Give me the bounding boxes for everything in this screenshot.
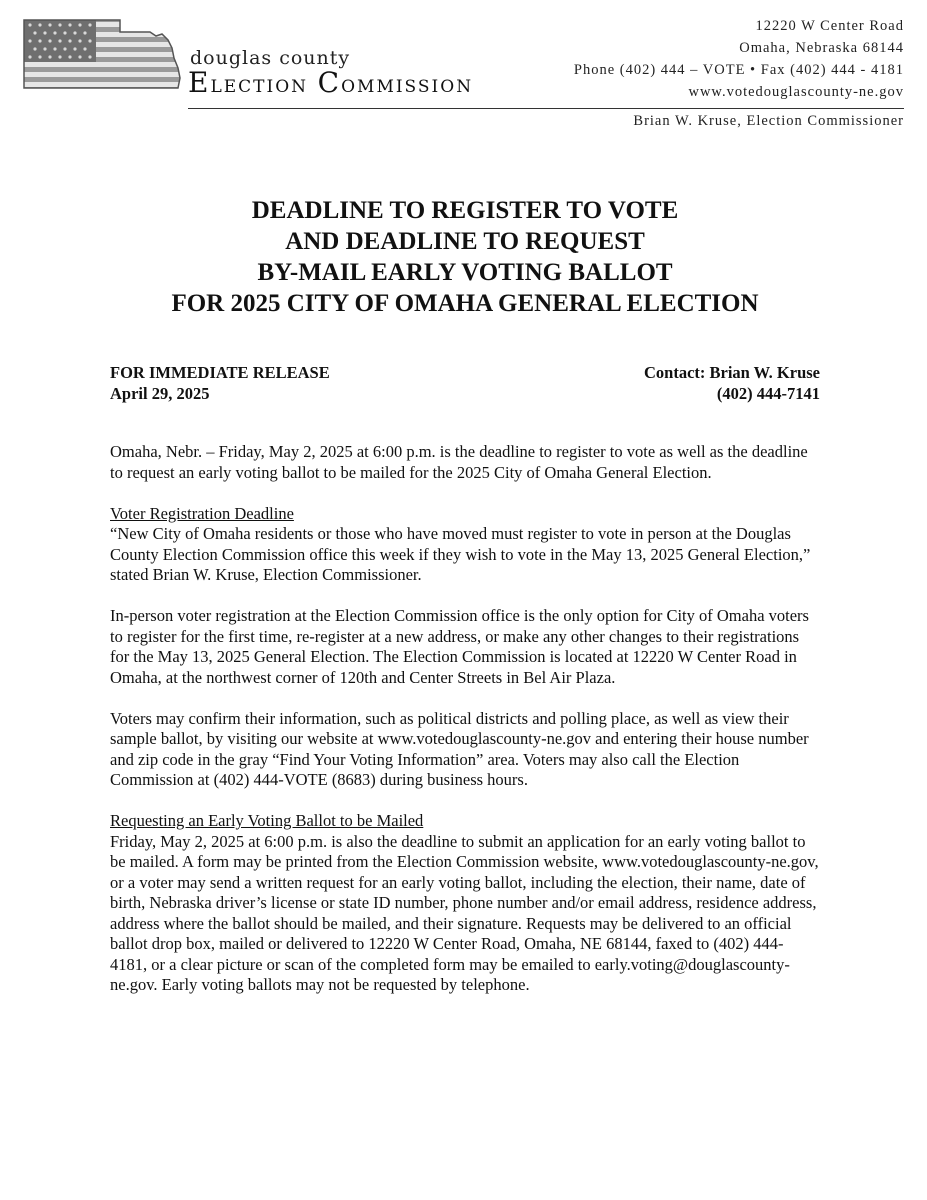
org-name-large (188, 66, 473, 99)
release-left (110, 362, 330, 404)
address-line-2: Omaha, Nebraska 68144 (739, 40, 904, 56)
confirm-paragraph: Voters may confirm their information, such as political districts and polling place, as well as view their sample ballot, by visiting our website at www.votedouglascounty-ne.gov and entering their house number and zip code in the gray “Find Your Voting Information” area. Voters may also call the Election Commission at (402) 444-VOTE (8683) during business hours. (110, 708, 809, 789)
in-person-paragraph: In-person voter registration at the Election Commission office is the only option for City of Omaha voters to register for the first time, re-register at a new address, or make any other changes to their registrations for the May 13, 2025 General Election. The Election Commission is located at 12220 W Center Road in Omaha, at the northwest corner of 120th and Center Streets in Bel Air Plaza. (110, 606, 809, 687)
org-initial-c: C (317, 66, 342, 99)
release-body (110, 442, 820, 1016)
letterhead-contact (574, 15, 904, 103)
commissioner-line: Brian W. Kruse, Election Commissioner (633, 113, 904, 129)
letterhead (0, 0, 927, 135)
mail-ballot-heading: Requesting an Early Voting Ballot to be Mailed (110, 811, 424, 830)
contact-name: Contact: Brian W. Kruse (643, 363, 820, 382)
mail-ballot-paragraph: Friday, May 2, 2025 at 6:00 p.m. is also the deadline to submit an application for an early voting ballot to be mailed. A form may be printed from the Election Commission website, www.votedouglascounty-ne.gov, or a voter may send a written request for an early voting ballot, including the election, their name, date of birth, Nebraska driver’s license or state ID number, phone number and/or email address, residence address, address where the ballot should be mailed, and their signature. Requests may be delivered to an official ballot drop box, mailed or delivered to 12220 W Center Road, Omaha, NE 68144, faxed to (402) 444-4181, or a clear picture or scan of the completed form may be emailed to early.voting@douglascounty-ne.gov. Early voting ballots may not be requested by telephone. (110, 831, 819, 994)
contact-phone: (402) 444-7141 (716, 384, 820, 403)
org-word-ommission: ommission (341, 70, 474, 98)
release-label: FOR IMMEDIATE RELEASE (110, 363, 330, 382)
title-line-2: AND DEADLINE TO REQUEST (285, 228, 645, 255)
intro-paragraph: Omaha, Nebr. – Friday, May 2, 2025 at 6:00 p.m. is the deadline to register to vote as well as the deadline to request an early voting ballot to be mailed for the 2025 City of Omaha General Election. (110, 442, 808, 482)
letterhead-divider (188, 108, 904, 109)
nebraska-flag-logo-icon (22, 18, 182, 90)
phone-fax-line: Phone (402) 444 – VOTE • Fax (402) 444 - 4181 (573, 62, 904, 78)
org-initial-e: E (188, 66, 211, 99)
title-line-3: BY-MAIL EARLY VOTING BALLOT (257, 259, 673, 286)
title-line-4: FOR 2025 CITY OF OMAHA GENERAL ELECTION (171, 290, 759, 317)
website-line: www.votedouglascounty-ne.gov (688, 84, 904, 100)
release-date: April 29, 2025 (110, 384, 210, 403)
org-word-lection: lection (210, 70, 318, 98)
registration-heading: Voter Registration Deadline (110, 503, 294, 523)
title-line-1: DEADLINE TO REGISTER TO VOTE (251, 197, 679, 224)
address-line-1: 12220 W Center Road (755, 18, 904, 34)
org-name-small: douglas county (190, 47, 351, 69)
release-title (110, 195, 820, 319)
registration-quote-paragraph: “New City of Omaha residents or those who have moved must register to vote in person at the Douglas County Election Commission office this week if they wish to vote in the May 13, 2025 General Election,” stated Brian W. Kruse, Election Commissioner. (110, 524, 811, 584)
release-contact (644, 362, 820, 404)
